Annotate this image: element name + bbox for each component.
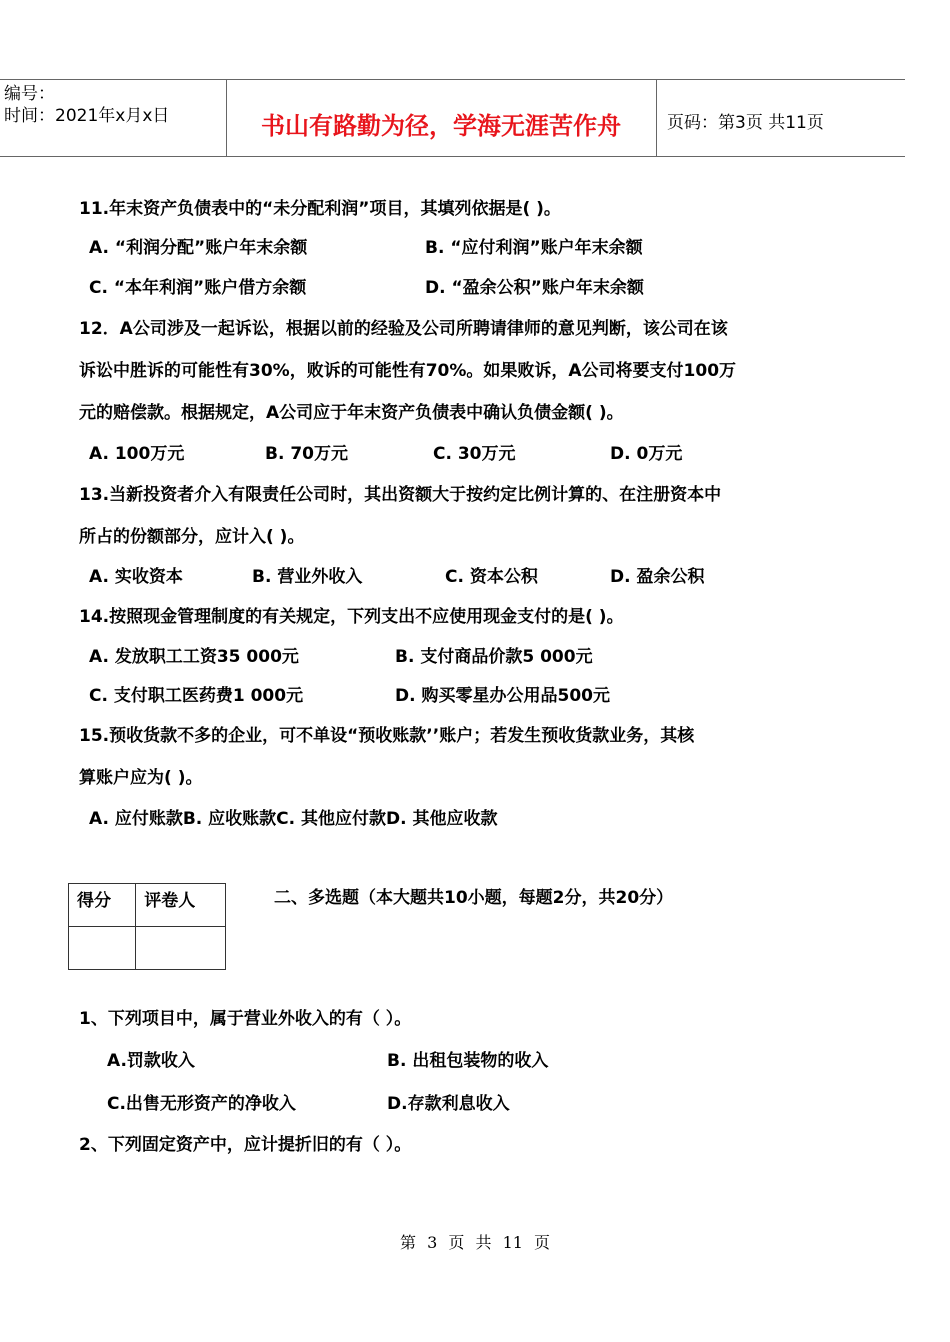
question-13-option-b: B. 营业外收入 xyxy=(252,567,363,587)
question-12-stem-line-3: 元的赔偿款。根据规定，A公司应于年末资产负债表中确认负债金额( )。 xyxy=(79,403,624,423)
question-12-option-b: B. 70万元 xyxy=(265,444,348,464)
grader-header: 评卷人 xyxy=(136,884,226,927)
score-cell[interactable] xyxy=(69,927,136,970)
question-13-option-c: C. 资本公积 xyxy=(445,567,538,587)
question-15-stem-line-2: 算账户应为( )。 xyxy=(79,768,203,788)
number-label: 编号： xyxy=(4,84,55,104)
question-11-option-c: C. “本年利润”账户借方余额 xyxy=(89,278,307,298)
question-14-option-c: C. 支付职工医药费1 000元 xyxy=(89,686,304,706)
header-left-cell xyxy=(0,80,227,156)
question-14-option-b: B. 支付商品价款5 000元 xyxy=(395,647,593,667)
header-right-cell xyxy=(657,80,905,156)
score-table xyxy=(68,883,226,970)
question-13-stem-line-1: 13.当新投资者介入有限责任公司时，其出资额大于按约定比例计算的、在注册资本中 xyxy=(79,485,722,505)
question-12-stem-line-1: 12．A公司涉及一起诉讼，根据以前的经验及公司所聘请律师的意见判断，该公司在该 xyxy=(79,319,728,339)
question-11-option-d: D. “盈余公积”账户年末余额 xyxy=(425,278,644,298)
question-12-option-a: A. 100万元 xyxy=(89,444,185,464)
question-13-stem-line-2: 所占的份额部分，应计入( )。 xyxy=(79,527,305,547)
question-13-option-d: D. 盈余公积 xyxy=(610,567,705,587)
question-12-option-c: C. 30万元 xyxy=(433,444,516,464)
question-11-stem: 11.年末资产负债表中的“未分配利润”项目，其填列依据是( )。 xyxy=(79,199,561,219)
footer-prefix: 第 xyxy=(399,1233,416,1252)
question-12-option-d: D. 0万元 xyxy=(610,444,683,464)
question-11-option-b: B. “应付利润”账户年末余额 xyxy=(425,238,643,258)
question-15-stem-line-1: 15.预收货款不多的企业，可不单设“预收账款’’账户；若发生预收货款业务，其核 xyxy=(79,726,695,746)
grader-cell[interactable] xyxy=(136,927,226,970)
question-13-option-a: A. 实收资本 xyxy=(89,567,183,587)
header-motto-cell xyxy=(226,80,657,156)
multi-question-1-option-a: A.罚款收入 xyxy=(107,1051,195,1071)
footer-page-number: 3 xyxy=(427,1233,438,1252)
question-15-options: A. 应付账款B. 应收账款C. 其他应付款D. 其他应收款 xyxy=(89,809,498,829)
footer-total-prefix: 共 xyxy=(475,1233,492,1252)
page-header xyxy=(0,79,905,157)
question-11-option-a: A. “利润分配”账户年末余额 xyxy=(89,238,308,258)
page-footer xyxy=(0,1230,950,1253)
multi-question-1-option-d: D.存款利息收入 xyxy=(387,1094,510,1114)
section-title: 二、多选题（本大题共10小题，每题2分，共20分） xyxy=(274,888,674,908)
footer-total-pages: 11 xyxy=(502,1233,523,1252)
multi-question-1-option-c: C.出售无形资产的净收入 xyxy=(107,1094,296,1114)
page-code: 页码：第3页 共11页 xyxy=(667,113,824,133)
footer-total-word: 页 xyxy=(534,1233,551,1252)
score-header: 得分 xyxy=(69,884,136,927)
time-label: 时间：2021年x月x日 xyxy=(4,106,170,126)
multi-question-1-stem: 1、下列项目中，属于营业外收入的有（ ）。 xyxy=(79,1009,412,1029)
multi-question-2-stem: 2、下列固定资产中，应计提折旧的有（ ）。 xyxy=(79,1135,412,1155)
question-14-stem: 14.按照现金管理制度的有关规定，下列支出不应使用现金支付的是( )。 xyxy=(79,607,624,627)
question-14-option-a: A. 发放职工工资35 000元 xyxy=(89,647,299,667)
multi-question-1-option-b: B. 出租包装物的收入 xyxy=(387,1051,549,1071)
footer-page-word: 页 xyxy=(448,1233,465,1252)
question-14-option-d: D. 购买零星办公用品500元 xyxy=(395,686,610,706)
motto-text: 书山有路勤为径，学海无涯苦作舟 xyxy=(261,112,621,140)
question-12-stem-line-2: 诉讼中胜诉的可能性有30%，败诉的可能性有70%。如果败诉，A公司将要支付100万 xyxy=(79,361,737,381)
